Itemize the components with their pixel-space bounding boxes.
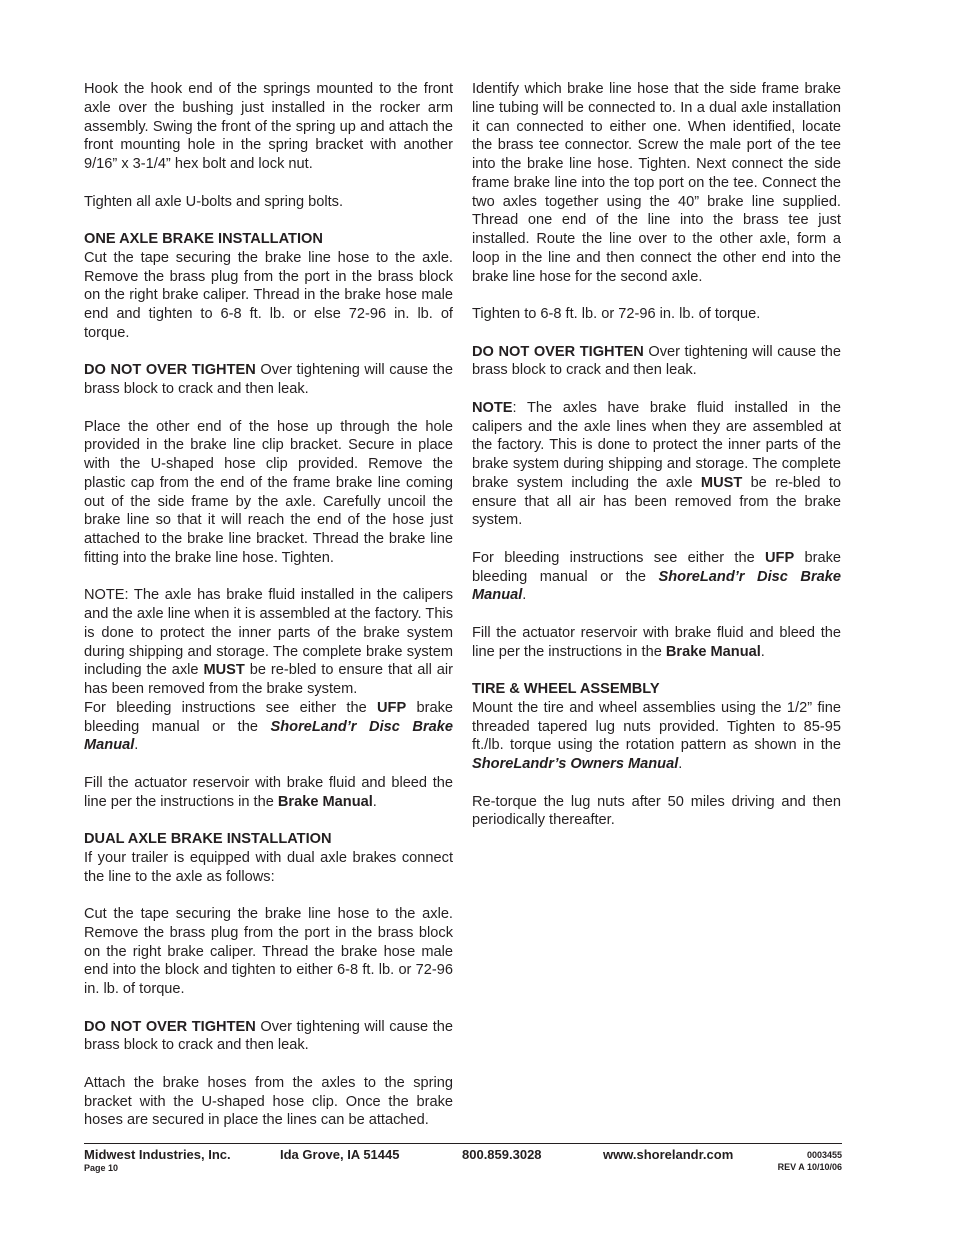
tire-text: Mount the tire and wheel assemblies using the 1/2” fine threaded tapered lug nuts provided. Tighten to 85-95 ft./lb. torque using the rotation pattern as shown in the <box>472 699 841 754</box>
right-column <box>472 80 841 849</box>
bleeding-paragraph <box>84 699 453 755</box>
tire-wheel-paragraph <box>472 699 841 774</box>
bleed-text: For bleeding instructions see either the <box>84 699 377 716</box>
brake-manual-label: Brake Manual <box>277 793 373 810</box>
footer-page-number: Page 10 <box>84 1163 119 1173</box>
footer-doc-number: 0003455 <box>806 1150 842 1160</box>
warning-label: DO NOT OVER TIGHTEN <box>84 1018 256 1035</box>
one-axle-paragraph: Cut the tape securing the brake line hose to the axle. Remove the brass plug from the port in the brass block on the right brake caliper. Thread in the brake hose male end and tighten to 6-8 ft. lb. or else 72-96 in. lb. of torque. <box>84 249 453 341</box>
footer-phone: 800.859.3028 <box>462 1147 542 1162</box>
tire-text-end: . <box>678 756 683 772</box>
bleed-text-mid: brake bleeding manual or the <box>84 699 453 735</box>
warning-paragraph-1 <box>84 361 453 399</box>
must-label: MUST <box>700 474 743 491</box>
footer-website: www.shorelandr.com <box>603 1147 734 1162</box>
bleed-text: For bleeding instructions see either the <box>472 549 765 566</box>
left-column <box>84 80 453 1149</box>
note-text-end: be re-bled to ensure that all air has been removed from the brake system. <box>84 662 453 697</box>
warning-text: Over tightening will cause the brass block to crack and then leak. <box>84 1018 454 1054</box>
disc-brake-manual-title: ShoreLand’r Disc Brake Manual <box>84 718 453 754</box>
warning-paragraph-2 <box>84 1018 453 1056</box>
bleed-text-end: . <box>134 737 139 754</box>
warning-label: DO NOT OVER TIGHTEN <box>472 343 644 360</box>
note-paragraph <box>84 586 453 699</box>
attach-hoses-paragraph: Attach the brake hoses from the axles to the spring bracket with the U-shaped hose clip. Once the brake hoses are secured in place the lines can be attached. <box>84 1074 453 1129</box>
identify-hose-paragraph: Identify which brake line hose that the side frame brake line tubing will be connected to. In a dual axle installation it can connected to either one. When identified, locate the brass tee connector. Screw the male port of the tee into the brake line hose. Tighten. Next connect the side frame brake line into the top port on the tee. Connect the two axles together using the 40” brake line supplied. Thread one end of the line into the brass tee just installed. Route the line over to the other axle, form a loop in the line and then connect the other end into the brake line hose for the second axle. <box>472 81 841 285</box>
tighten-ubolts-paragraph: Tighten all axle U-bolts and spring bolts. <box>84 193 344 210</box>
footer-divider <box>84 1143 842 1144</box>
brake-manual-label: Brake Manual <box>665 643 761 660</box>
fill-text-end: . <box>760 643 765 660</box>
disc-brake-manual-title: ShoreLand’r Disc Brake Manual <box>472 568 841 604</box>
spring-paragraph: Hook the hook end of the springs mounted to the front axle over the bushing just installed in the rocker arm assembly. Swing the front of the spring up and attach the front mounting hole in the spring bracket with another 9/16” x 3-1/4” hex bolt and lock nut. <box>84 81 453 172</box>
fill-text: Fill the actuator reservoir with brake fluid and bleed the line per the instructions in the <box>472 624 841 660</box>
footer-revision: REV A 10/10/06 <box>777 1162 842 1172</box>
bleed-text-end: . <box>522 587 527 604</box>
note-text: : The axles have brake fluid installed in the calipers and the axle lines when they are assembled at the factory. This is done to protect the inner parts of the brake system during shipping and storage. The complete brake system including the axle <box>472 399 841 491</box>
footer-city: Ida Grove, IA 51445 <box>280 1147 400 1162</box>
fill-reservoir-paragraph-right <box>472 624 841 662</box>
note-text-end: be re-bled to ensure that all air has been removed from the brake system. <box>472 474 841 529</box>
warning-label: DO NOT OVER TIGHTEN <box>84 362 256 379</box>
bleed-text-mid: brake bleeding manual or the <box>472 549 841 585</box>
owners-manual-title: ShoreLandr’s Owners Manual <box>472 756 679 772</box>
must-label: MUST <box>203 662 245 679</box>
ufp-label: UFP <box>377 699 407 716</box>
dual-axle-paragraph: Cut the tape securing the brake line hose to the axle. Remove the brass plug from the port in the brass block on the right brake caliper. Thread the brake hose male end into the block and tighten to either 6-8 ft. lb. or 72-96 in. lb. of torque. <box>84 906 453 997</box>
one-axle-heading: ONE AXLE BRAKE INSTALLATION <box>84 231 323 247</box>
retorque-paragraph: Re-torque the lug nuts after 50 miles driving and then periodically thereafter. <box>472 793 841 829</box>
note-paragraph-right <box>472 399 841 530</box>
dual-axle-heading: DUAL AXLE BRAKE INSTALLATION <box>84 831 332 847</box>
bleeding-paragraph-right <box>472 549 841 605</box>
warning-text: Over tightening will cause the brass block to crack and then leak. <box>84 362 454 397</box>
fill-reservoir-paragraph <box>84 774 453 812</box>
fill-text: Fill the actuator reservoir with brake fluid and bleed the line per the instructions in the <box>84 774 453 810</box>
note-text: NOTE: The axle has brake fluid installed in the calipers and the axle line when it is assembled at the factory. This is done to protect the inner parts of the brake system during shipping and storage. The complete brake system including the axle <box>84 587 453 679</box>
dual-axle-intro: If your trailer is equipped with dual axle brakes connect the line to the axle as follows: <box>84 849 453 885</box>
note-label: NOTE <box>472 399 513 416</box>
tire-wheel-heading: TIRE & WHEEL ASSEMBLY <box>472 681 660 697</box>
fill-text-end: . <box>372 793 377 810</box>
hose-routing-paragraph: Place the other end of the hose up through the hole provided in the brake line clip bracket. Secure in place with the U-shaped hose clip provided. Remove the plastic cap from the end of the frame brake line coming out of the side frame by the axle. Carefully uncoil the brake line so that it will reach the end of the hose just attached to the brake line bracket. Thread the brake line fitting into the brake line hose. Tighten. <box>84 418 453 566</box>
footer-company: Midwest Industries, Inc. <box>84 1147 231 1162</box>
warning-paragraph-3 <box>472 343 841 381</box>
warning-text: Over tightening will cause the brass block to crack and then leak. <box>472 343 842 379</box>
ufp-label: UFP <box>765 549 795 566</box>
torque-paragraph: Tighten to 6-8 ft. lb. or 72-96 in. lb. of torque. <box>472 306 761 322</box>
